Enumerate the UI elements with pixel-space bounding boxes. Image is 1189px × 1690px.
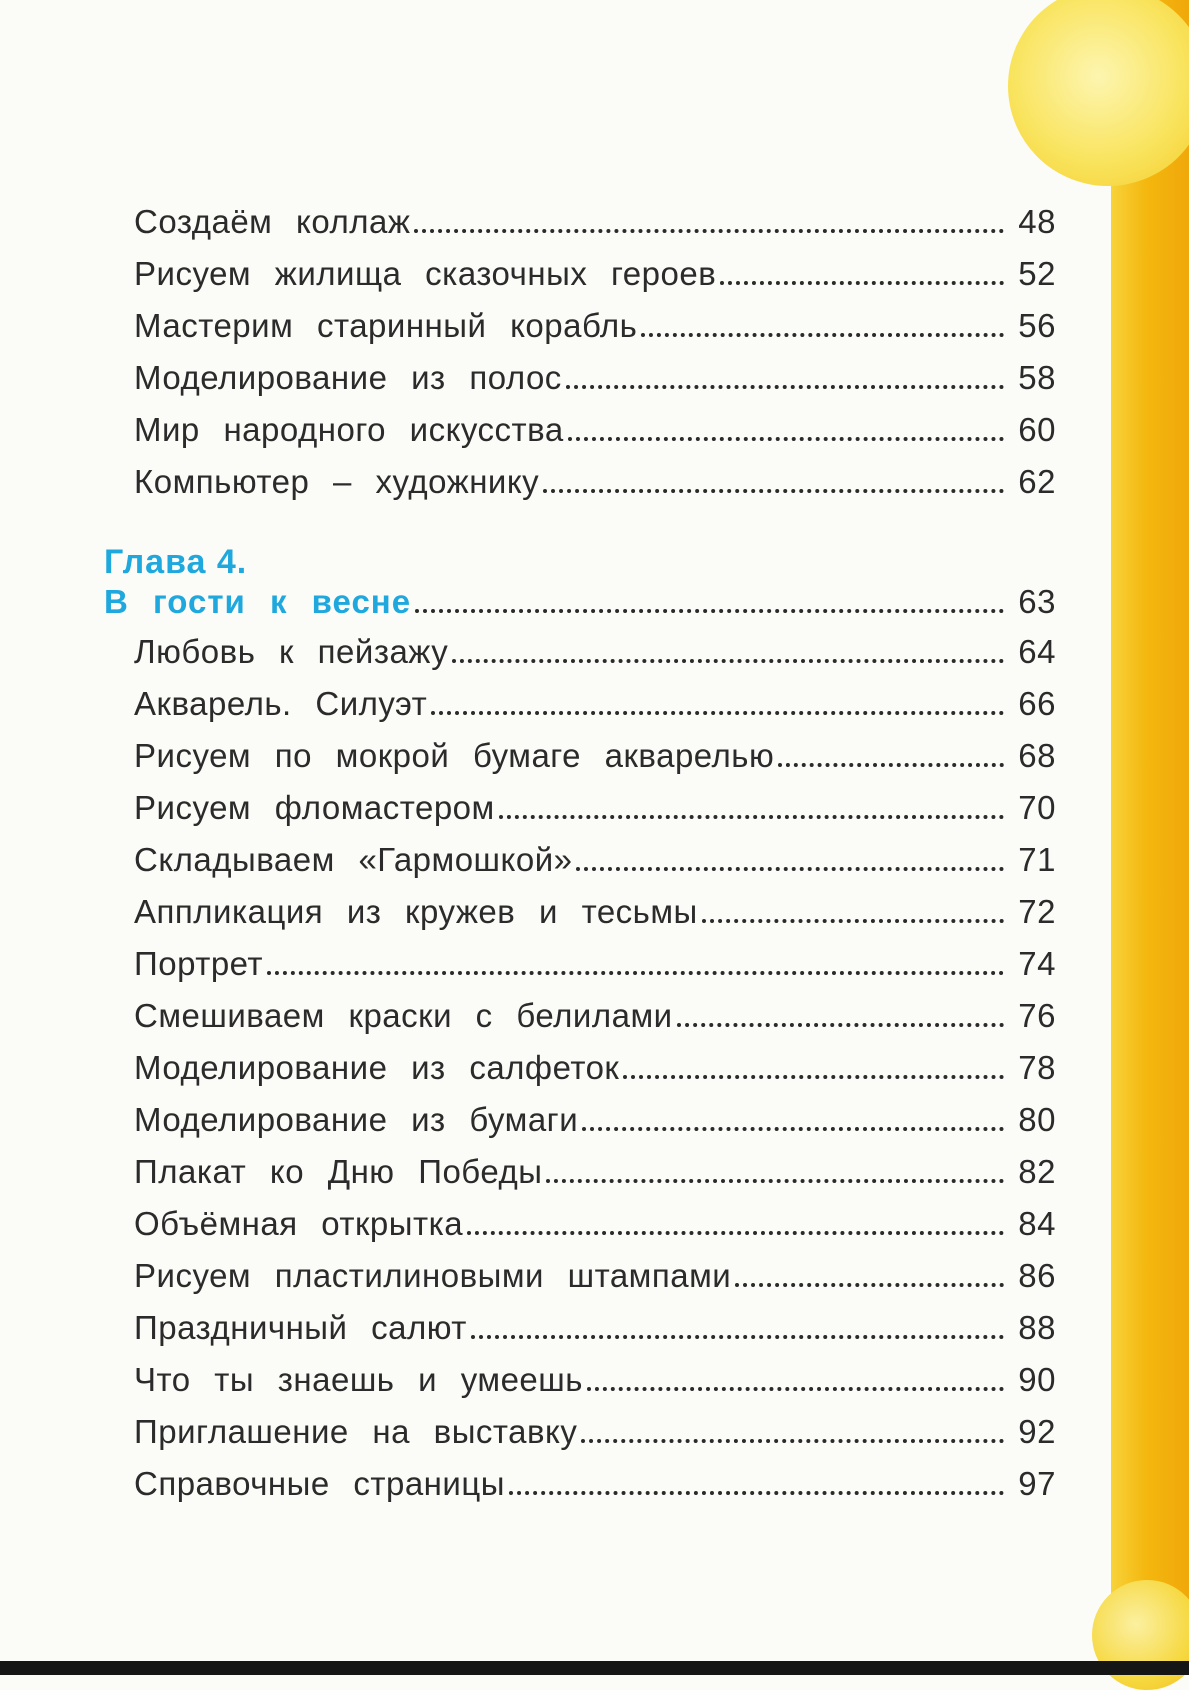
page-bottom-edge: [0, 1661, 1189, 1675]
toc-entry-page: 84: [1018, 1205, 1056, 1242]
toc-entry-title: Компьютер – художнику: [134, 463, 540, 500]
toc-entry[interactable]: [134, 198, 1056, 246]
toc-entry-title: Приглашение на выставку: [134, 1413, 578, 1450]
toc-entry-page: 56: [1018, 307, 1056, 344]
toc-entry-title: Справочные страницы: [134, 1465, 505, 1502]
toc-entry[interactable]: [134, 784, 1056, 832]
toc-leader-dots: [467, 1231, 1004, 1235]
toc-entry[interactable]: [134, 836, 1056, 884]
toc-entry-title: Что ты знаешь и умеешь: [134, 1361, 583, 1398]
toc-leader-dots: [509, 1491, 1004, 1495]
toc-entry[interactable]: [134, 1408, 1056, 1456]
toc-entry-title: Смешиваем краски с белилами: [134, 997, 673, 1034]
toc-entry-title: Плакат ко Дню Победы: [134, 1153, 543, 1190]
toc-entry-page: 80: [1018, 1101, 1056, 1138]
toc-entry[interactable]: [134, 628, 1056, 676]
toc-leader-dots: [568, 437, 1004, 441]
toc-entry-page: 92: [1018, 1413, 1056, 1450]
toc-entry-page: 52: [1018, 255, 1056, 292]
toc-entry-page: 60: [1018, 411, 1056, 448]
toc-entry-page: 58: [1018, 359, 1056, 396]
toc-leader-dots: [587, 1387, 1004, 1391]
toc-entry[interactable]: [134, 888, 1056, 936]
toc-entry-page: 48: [1018, 203, 1056, 240]
toc-entry[interactable]: [134, 1252, 1056, 1300]
toc-entry-page: 71: [1018, 841, 1056, 878]
toc-entry[interactable]: [134, 1460, 1056, 1508]
toc-entry-title: Акварель. Силуэт: [134, 685, 428, 722]
toc-leader-dots: [415, 609, 1004, 613]
toc-leader-dots: [471, 1335, 1004, 1339]
toc-leader-dots: [735, 1283, 1004, 1287]
toc-entry-title: Моделирование из бумаги: [134, 1101, 579, 1138]
toc-leader-dots: [623, 1075, 1004, 1079]
chapter-label: Глава 4.: [104, 543, 248, 581]
toc-entry-title: Моделирование из салфеток: [134, 1049, 620, 1086]
toc-entry-page: 82: [1018, 1153, 1056, 1190]
toc-entry-title: Создаём коллаж: [134, 203, 411, 240]
toc-entry[interactable]: [134, 1096, 1056, 1144]
toc-leader-dots: [414, 229, 1004, 233]
toc-entry-page: 66: [1018, 685, 1056, 722]
toc-leader-dots: [720, 281, 1004, 285]
toc-leader-dots: [641, 333, 1004, 337]
toc-entry-title: Портрет: [134, 945, 264, 982]
toc-entry-page: 76: [1018, 997, 1056, 1034]
toc-leader-dots: [702, 919, 1004, 923]
toc-leader-dots: [581, 1439, 1004, 1443]
toc-entry[interactable]: [134, 992, 1056, 1040]
chapter-page: 63: [1018, 583, 1056, 620]
toc-entry[interactable]: [134, 302, 1056, 350]
toc-leader-dots: [566, 385, 1004, 389]
toc-entry[interactable]: [134, 680, 1056, 728]
decorative-side-band: [1111, 0, 1189, 1675]
toc-leader-dots: [267, 971, 1004, 975]
toc-entry[interactable]: [134, 458, 1056, 506]
toc-entry[interactable]: [134, 406, 1056, 454]
toc-entry[interactable]: [134, 1200, 1056, 1248]
toc-entry-page: 70: [1018, 789, 1056, 826]
toc-leader-dots: [499, 815, 1004, 819]
toc-entry-title: Моделирование из полос: [134, 359, 562, 396]
toc-leader-dots: [582, 1127, 1004, 1131]
toc-entry-title: Праздничный салют: [134, 1309, 467, 1346]
toc-entry-page: 86: [1018, 1257, 1056, 1294]
toc-entry-title: Аппликация из кружев и тесьмы: [134, 893, 698, 930]
toc-leader-dots: [431, 711, 1004, 715]
toc-chapter-entry[interactable]: [104, 578, 1056, 626]
decorative-circle-top: [1008, 0, 1189, 186]
toc-entry[interactable]: [134, 250, 1056, 298]
toc-entry-page: 97: [1018, 1465, 1056, 1502]
chapter-title: В гости к весне: [104, 583, 412, 620]
toc-entry-title: Рисуем фломастером: [134, 789, 495, 826]
toc-entry[interactable]: [134, 1304, 1056, 1352]
toc-entry-title: Рисуем жилища сказочных героев: [134, 255, 717, 292]
toc-entry-page: 78: [1018, 1049, 1056, 1086]
toc-entry[interactable]: [134, 940, 1056, 988]
toc-leader-dots: [452, 659, 1004, 663]
toc-entry-page: 90: [1018, 1361, 1056, 1398]
toc-entry-title: Мастерим старинный корабль: [134, 307, 638, 344]
toc-entry-page: 64: [1018, 633, 1056, 670]
toc-entry-title: Объёмная открытка: [134, 1205, 464, 1242]
toc-entry-title: Любовь к пейзажу: [134, 633, 449, 670]
toc-leader-dots: [543, 489, 1004, 493]
toc-leader-dots: [576, 867, 1004, 871]
toc-entry-page: 88: [1018, 1309, 1056, 1346]
toc-entry[interactable]: [134, 354, 1056, 402]
toc-entry-title: Мир народного искусства: [134, 411, 564, 448]
toc-entry-title: Рисуем по мокрой бумаге акварелью: [134, 737, 775, 774]
toc-entry-title: Рисуем пластилиновыми штампами: [134, 1257, 732, 1294]
toc-leader-dots: [546, 1179, 1004, 1183]
toc-leader-dots: [677, 1023, 1004, 1027]
toc-entry-title: Складываем «Гармошкой»: [134, 841, 573, 878]
toc-leader-dots: [778, 763, 1004, 767]
toc-entry[interactable]: [134, 732, 1056, 780]
toc-entry[interactable]: [134, 1148, 1056, 1196]
toc-entry-page: 68: [1018, 737, 1056, 774]
toc-entry-page: 72: [1018, 893, 1056, 930]
toc-entry[interactable]: [134, 1044, 1056, 1092]
toc-entry-page: 62: [1018, 463, 1056, 500]
toc-entry-page: 74: [1018, 945, 1056, 982]
toc-entry[interactable]: [134, 1356, 1056, 1404]
